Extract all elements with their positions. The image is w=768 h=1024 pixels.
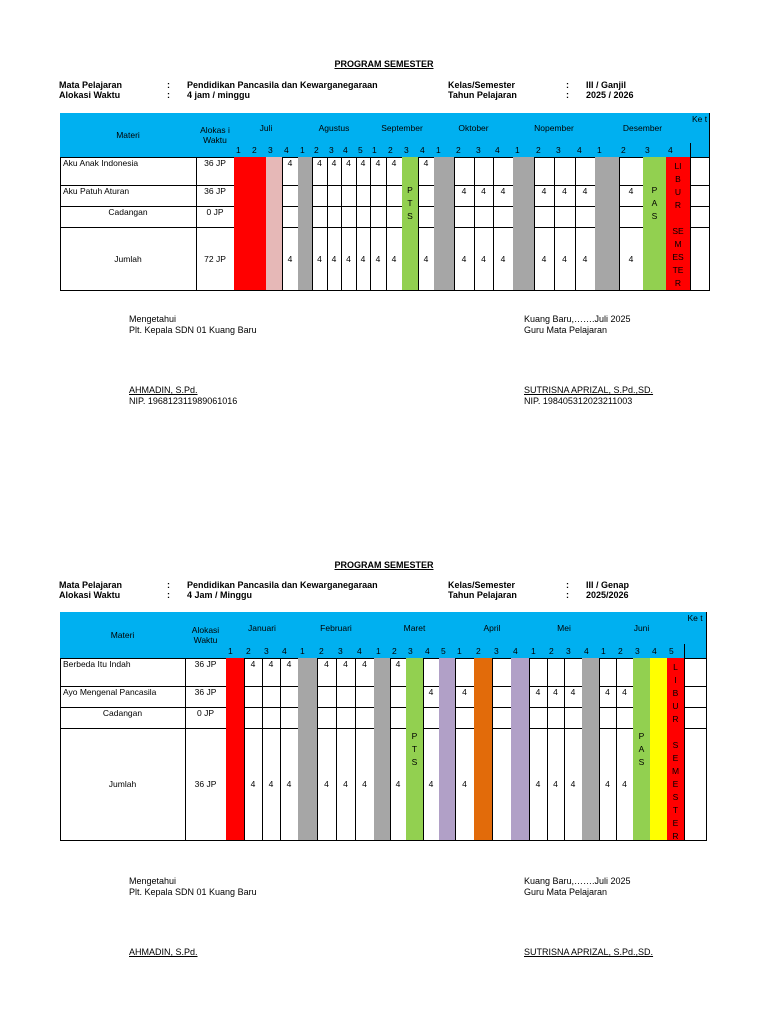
guru-name: SUTRISNA APRIZAL, S.Pd.,SD. bbox=[524, 385, 654, 395]
week-cell bbox=[390, 707, 407, 729]
week-cell: 4 bbox=[317, 658, 337, 687]
week-cell bbox=[244, 686, 263, 708]
week-cell bbox=[423, 707, 440, 729]
week-cell bbox=[390, 686, 407, 708]
alokasi-cell: 0 JP bbox=[185, 707, 227, 729]
kelas-label: Kelas/Semester bbox=[448, 580, 516, 590]
week-cell: 4 bbox=[280, 728, 299, 841]
week-cell bbox=[455, 658, 475, 687]
materi-cell: Berbeda Itu Indah bbox=[60, 658, 186, 687]
week-cell bbox=[575, 206, 596, 228]
week-number: 4 bbox=[493, 143, 514, 158]
week-number: 4 bbox=[355, 644, 375, 659]
week-cell bbox=[492, 658, 512, 687]
guru-title: Guru Mata Pelajaran bbox=[524, 325, 608, 335]
week-cell: 4 bbox=[474, 185, 494, 207]
week-number: 2 bbox=[454, 143, 475, 158]
kepsek-title: Plt. Kepala SDN 01 Kuang Baru bbox=[129, 887, 257, 897]
week-cell: 4 bbox=[418, 157, 435, 186]
header-materi: Materi bbox=[60, 612, 186, 659]
week-cell bbox=[534, 206, 555, 228]
week-cell: 4 bbox=[554, 227, 576, 291]
kepsek-name: AHMADIN, S.Pd. bbox=[129, 947, 198, 957]
week-cell: 4 bbox=[336, 658, 356, 687]
week-number: 2 bbox=[386, 143, 403, 158]
week-cell: 4 bbox=[616, 686, 634, 708]
week-cell: 4 bbox=[529, 686, 548, 708]
header-materi: Materi bbox=[60, 113, 197, 158]
month-header: Nopember bbox=[513, 113, 596, 144]
week-cell bbox=[262, 686, 281, 708]
week-cell bbox=[341, 185, 357, 207]
month-header: September bbox=[370, 113, 435, 144]
week-cell bbox=[492, 686, 512, 708]
week-cell bbox=[564, 707, 583, 729]
week-cell: 4 bbox=[327, 227, 342, 291]
week-cell bbox=[529, 658, 548, 687]
week-cell: 4 bbox=[390, 658, 407, 687]
week-number: 4 bbox=[280, 644, 299, 659]
week-cell bbox=[423, 658, 440, 687]
week-cell bbox=[564, 658, 583, 687]
colon: : bbox=[167, 90, 170, 100]
week-cell bbox=[455, 707, 475, 729]
week-number: 1 bbox=[298, 143, 313, 158]
colon: : bbox=[167, 80, 170, 90]
week-cell bbox=[312, 206, 328, 228]
ket-cell bbox=[690, 206, 710, 228]
week-cell: 4 bbox=[547, 728, 565, 841]
week-cell: 4 bbox=[454, 227, 475, 291]
alokasi-value: 4 Jam / Minggu bbox=[187, 590, 253, 600]
week-cell: 4 bbox=[341, 157, 357, 186]
materi-cell: Aku Patuh Aturan bbox=[60, 185, 197, 207]
red-column bbox=[250, 157, 267, 291]
week-cell bbox=[317, 707, 337, 729]
week-cell bbox=[280, 686, 299, 708]
week-cell bbox=[370, 185, 387, 207]
kepsek-nip: NIP. 196812311989061016 bbox=[129, 396, 238, 406]
week-cell bbox=[244, 707, 263, 729]
week-cell bbox=[386, 185, 403, 207]
colon: : bbox=[566, 90, 569, 100]
month-header: Juni bbox=[599, 612, 685, 645]
week-number: 2 bbox=[317, 644, 337, 659]
week-cell: 4 bbox=[386, 157, 403, 186]
week-number: 1 bbox=[434, 143, 455, 158]
alokasi-cell: 0 JP bbox=[196, 206, 235, 228]
week-cell bbox=[355, 707, 375, 729]
gray-column bbox=[298, 658, 318, 841]
week-number: 4 bbox=[575, 143, 596, 158]
week-cell: 4 bbox=[534, 227, 555, 291]
week-cell bbox=[599, 658, 617, 687]
alokasi-value: 4 jam / minggu bbox=[187, 90, 251, 100]
gray-column bbox=[513, 157, 535, 291]
ket-cell bbox=[684, 707, 707, 729]
week-number: 1 bbox=[374, 644, 391, 659]
week-cell bbox=[262, 707, 281, 729]
week-cell bbox=[492, 707, 512, 729]
week-cell bbox=[474, 157, 494, 186]
week-number: 3 bbox=[633, 644, 651, 659]
colon: : bbox=[566, 590, 569, 600]
week-cell: 4 bbox=[317, 728, 337, 841]
week-number: 3 bbox=[643, 143, 667, 158]
week-cell bbox=[356, 185, 371, 207]
week-cell: 4 bbox=[564, 728, 583, 841]
pas-column: P A S bbox=[633, 658, 651, 841]
week-cell bbox=[493, 157, 514, 186]
week-cell: 4 bbox=[370, 227, 387, 291]
week-number: 1 bbox=[298, 644, 318, 659]
kelas-value: III / Genap bbox=[586, 580, 630, 590]
week-cell bbox=[280, 707, 299, 729]
month-header: Januari bbox=[226, 612, 299, 645]
week-cell: 4 bbox=[619, 185, 644, 207]
colon: : bbox=[167, 590, 170, 600]
week-cell: 4 bbox=[554, 185, 576, 207]
week-cell: 4 bbox=[355, 728, 375, 841]
week-cell: 4 bbox=[336, 728, 356, 841]
materi-cell: Jumlah bbox=[60, 728, 186, 841]
materi-cell: Aku Anak Indonesia bbox=[60, 157, 197, 186]
red-column bbox=[234, 157, 251, 291]
week-cell bbox=[554, 206, 576, 228]
pts-column: P T S bbox=[402, 157, 419, 291]
week-cell: 4 bbox=[312, 157, 328, 186]
week-cell bbox=[599, 707, 617, 729]
materi-cell: Ayo Mengenal Pancasila bbox=[60, 686, 186, 708]
week-cell: 4 bbox=[262, 728, 281, 841]
week-cell: 4 bbox=[454, 185, 475, 207]
week-cell bbox=[327, 185, 342, 207]
week-cell: 4 bbox=[244, 728, 263, 841]
week-number: 2 bbox=[244, 644, 263, 659]
month-header: Maret bbox=[374, 612, 456, 645]
alokasi-cell: 36 JP bbox=[196, 185, 235, 207]
guru-nip: NIP. 198405312023211003 bbox=[524, 396, 633, 406]
week-number: 2 bbox=[616, 644, 634, 659]
week-cell bbox=[492, 728, 512, 841]
mengetahui-text: Mengetahui bbox=[129, 876, 177, 886]
week-cell bbox=[493, 206, 514, 228]
week-number: 3 bbox=[406, 644, 424, 659]
ket-cell bbox=[690, 227, 710, 291]
tahun-value: 2025 / 2026 bbox=[586, 90, 634, 100]
kelas-value: III / Ganjil bbox=[586, 80, 627, 90]
ket-cell bbox=[684, 728, 707, 841]
week-number: 1 bbox=[226, 644, 245, 659]
week-cell: 4 bbox=[423, 686, 440, 708]
guru-name: SUTRISNA APRIZAL, S.Pd.,SD. bbox=[524, 947, 654, 957]
week-number: 2 bbox=[534, 143, 555, 158]
week-cell: 4 bbox=[386, 227, 403, 291]
page-title-semester-1: PROGRAM SEMESTER bbox=[334, 59, 434, 69]
ket-cell bbox=[690, 157, 710, 186]
header-alokasi: Alokasi Waktu bbox=[185, 612, 227, 659]
month-header: Februari bbox=[298, 612, 375, 645]
week-cell bbox=[547, 707, 565, 729]
week-cell: 4 bbox=[493, 227, 514, 291]
week-cell: 4 bbox=[575, 185, 596, 207]
week-cell bbox=[474, 206, 494, 228]
week-cell: 4 bbox=[370, 157, 387, 186]
week-cell: 4 bbox=[356, 157, 371, 186]
colon: : bbox=[566, 80, 569, 90]
week-number: 2 bbox=[312, 143, 328, 158]
week-cell: 4 bbox=[355, 658, 375, 687]
week-cell: 4 bbox=[455, 686, 475, 708]
week-cell bbox=[554, 157, 576, 186]
week-number: 1 bbox=[234, 143, 251, 158]
week-cell: 4 bbox=[474, 227, 494, 291]
week-cell bbox=[336, 686, 356, 708]
week-number: 5 bbox=[667, 644, 685, 659]
week-cell: 4 bbox=[390, 728, 407, 841]
alokasi-cell: 36 JP bbox=[185, 728, 227, 841]
gray-column bbox=[298, 157, 313, 291]
week-number: 3 bbox=[492, 644, 512, 659]
week-number: 4 bbox=[666, 143, 691, 158]
month-header: Juli bbox=[234, 113, 299, 144]
place-date: Kuang Baru,…….Juli 2025 bbox=[524, 876, 631, 886]
tahun-label: Tahun Pelajaran bbox=[448, 90, 517, 100]
week-number: 2 bbox=[619, 143, 644, 158]
week-cell bbox=[356, 206, 371, 228]
week-cell bbox=[370, 206, 387, 228]
red-column bbox=[226, 658, 245, 841]
week-cell: 4 bbox=[327, 157, 342, 186]
week-number: 4 bbox=[582, 644, 600, 659]
month-header: April bbox=[455, 612, 530, 645]
mapel-value: Pendidikan Pancasila dan Kewarganegaraan bbox=[187, 80, 378, 90]
week-number: 1 bbox=[455, 644, 475, 659]
week-number: 3 bbox=[554, 143, 576, 158]
gray-column bbox=[582, 658, 600, 841]
header-alokasi: Alokas i Waktu bbox=[196, 113, 235, 158]
week-number: 1 bbox=[370, 143, 387, 158]
week-cell: 4 bbox=[356, 227, 371, 291]
week-number: 1 bbox=[595, 143, 620, 158]
week-number: 3 bbox=[402, 143, 419, 158]
week-cell bbox=[418, 206, 435, 228]
header-ket: Ke t bbox=[690, 113, 710, 158]
week-number: 3 bbox=[336, 644, 356, 659]
alokasi-cell: 36 JP bbox=[185, 658, 227, 687]
week-cell bbox=[418, 185, 435, 207]
month-header: Oktober bbox=[434, 113, 514, 144]
week-cell: 4 bbox=[564, 686, 583, 708]
mengetahui-text: Mengetahui bbox=[129, 314, 177, 324]
week-cell: 4 bbox=[262, 658, 281, 687]
week-cell: 4 bbox=[341, 227, 357, 291]
week-cell bbox=[341, 206, 357, 228]
week-cell bbox=[282, 185, 299, 207]
week-cell bbox=[454, 206, 475, 228]
week-cell bbox=[454, 157, 475, 186]
gray-column bbox=[595, 157, 620, 291]
week-cell bbox=[534, 157, 555, 186]
alokasi-cell: 36 JP bbox=[185, 686, 227, 708]
week-number: 4 bbox=[418, 143, 435, 158]
kepsek-name: AHMADIN, S.Pd. bbox=[129, 385, 198, 395]
page-title-semester-2: PROGRAM SEMESTER bbox=[334, 560, 434, 570]
week-number: 5 bbox=[356, 143, 371, 158]
week-number: 3 bbox=[474, 143, 494, 158]
week-number: 2 bbox=[250, 143, 267, 158]
alokasi-cell: 72 JP bbox=[196, 227, 235, 291]
week-cell bbox=[336, 707, 356, 729]
month-header: Mei bbox=[529, 612, 600, 645]
week-number: 1 bbox=[599, 644, 617, 659]
week-cell: 4 bbox=[599, 686, 617, 708]
purple-column bbox=[439, 658, 456, 841]
colon: : bbox=[167, 580, 170, 590]
week-cell: 4 bbox=[575, 227, 596, 291]
colon: : bbox=[566, 580, 569, 590]
purple-column bbox=[511, 658, 530, 841]
week-number: 4 bbox=[282, 143, 299, 158]
week-cell bbox=[317, 686, 337, 708]
week-cell: 4 bbox=[616, 728, 634, 841]
pas-column: P A S bbox=[643, 157, 667, 291]
libur-column: L I B U R S E M E S T E R bbox=[667, 658, 685, 841]
week-number: 1 bbox=[529, 644, 548, 659]
week-cell bbox=[386, 206, 403, 228]
mapel-label: Mata Pelajaran bbox=[59, 80, 123, 90]
ket-cell bbox=[690, 185, 710, 207]
week-cell bbox=[616, 707, 634, 729]
week-cell: 4 bbox=[312, 227, 328, 291]
gray-column bbox=[374, 658, 391, 841]
week-cell bbox=[619, 206, 644, 228]
kelas-label: Kelas/Semester bbox=[448, 80, 516, 90]
week-cell: 4 bbox=[418, 227, 435, 291]
tahun-label: Tahun Pelajaran bbox=[448, 590, 517, 600]
ket-cell bbox=[684, 658, 707, 687]
guru-title: Guru Mata Pelajaran bbox=[524, 887, 608, 897]
ket-cell bbox=[684, 686, 707, 708]
week-cell: 4 bbox=[244, 658, 263, 687]
week-number: 3 bbox=[262, 644, 281, 659]
week-cell: 4 bbox=[599, 728, 617, 841]
materi-cell: Cadangan bbox=[60, 707, 186, 729]
week-cell: 4 bbox=[529, 728, 548, 841]
week-cell bbox=[619, 157, 644, 186]
tahun-value: 2025/2026 bbox=[586, 590, 629, 600]
kepsek-title: Plt. Kepala SDN 01 Kuang Baru bbox=[129, 325, 257, 335]
week-cell bbox=[575, 157, 596, 186]
alokasi-label: Alokasi Waktu bbox=[59, 90, 121, 100]
mapel-value: Pendidikan Pancasila dan Kewarganegaraan bbox=[187, 580, 378, 590]
week-number: 4 bbox=[423, 644, 440, 659]
pink-column bbox=[266, 157, 283, 291]
week-number: 3 bbox=[327, 143, 342, 158]
week-cell: 4 bbox=[547, 686, 565, 708]
week-number: 3 bbox=[564, 644, 583, 659]
month-header: Agustus bbox=[298, 113, 371, 144]
week-cell bbox=[282, 206, 299, 228]
month-header: Desember bbox=[595, 113, 691, 144]
alokasi-cell: 36 JP bbox=[196, 157, 235, 186]
week-number: 2 bbox=[474, 644, 493, 659]
week-number: 1 bbox=[513, 143, 535, 158]
yellow-column bbox=[650, 658, 668, 841]
week-cell bbox=[327, 206, 342, 228]
week-number: 4 bbox=[511, 644, 530, 659]
week-cell: 4 bbox=[534, 185, 555, 207]
week-number: 4 bbox=[341, 143, 357, 158]
week-cell: 4 bbox=[619, 227, 644, 291]
header-ket: Ke t bbox=[684, 612, 707, 659]
gray-column bbox=[434, 157, 455, 291]
week-cell bbox=[547, 658, 565, 687]
week-cell bbox=[312, 185, 328, 207]
pts-column: P T S bbox=[406, 658, 424, 841]
libur-column: LI B U R SE M ES TE R bbox=[666, 157, 691, 291]
place-date: Kuang Baru,…….Juli 2025 bbox=[524, 314, 631, 324]
alokasi-label: Alokasi Waktu bbox=[59, 590, 121, 600]
week-cell: 4 bbox=[455, 728, 475, 841]
week-cell: 4 bbox=[423, 728, 440, 841]
week-number: 2 bbox=[547, 644, 565, 659]
week-number: 4 bbox=[650, 644, 668, 659]
week-cell: 4 bbox=[493, 185, 514, 207]
materi-cell: Jumlah bbox=[60, 227, 197, 291]
week-cell bbox=[616, 658, 634, 687]
week-cell: 4 bbox=[280, 658, 299, 687]
week-cell bbox=[529, 707, 548, 729]
week-number: 3 bbox=[266, 143, 283, 158]
mapel-label: Mata Pelajaran bbox=[59, 580, 123, 590]
week-cell: 4 bbox=[282, 227, 299, 291]
orange-column bbox=[474, 658, 493, 841]
materi-cell: Cadangan bbox=[60, 206, 197, 228]
week-cell: 4 bbox=[282, 157, 299, 186]
week-cell bbox=[355, 686, 375, 708]
week-number: 5 bbox=[439, 644, 456, 659]
week-number: 2 bbox=[390, 644, 407, 659]
